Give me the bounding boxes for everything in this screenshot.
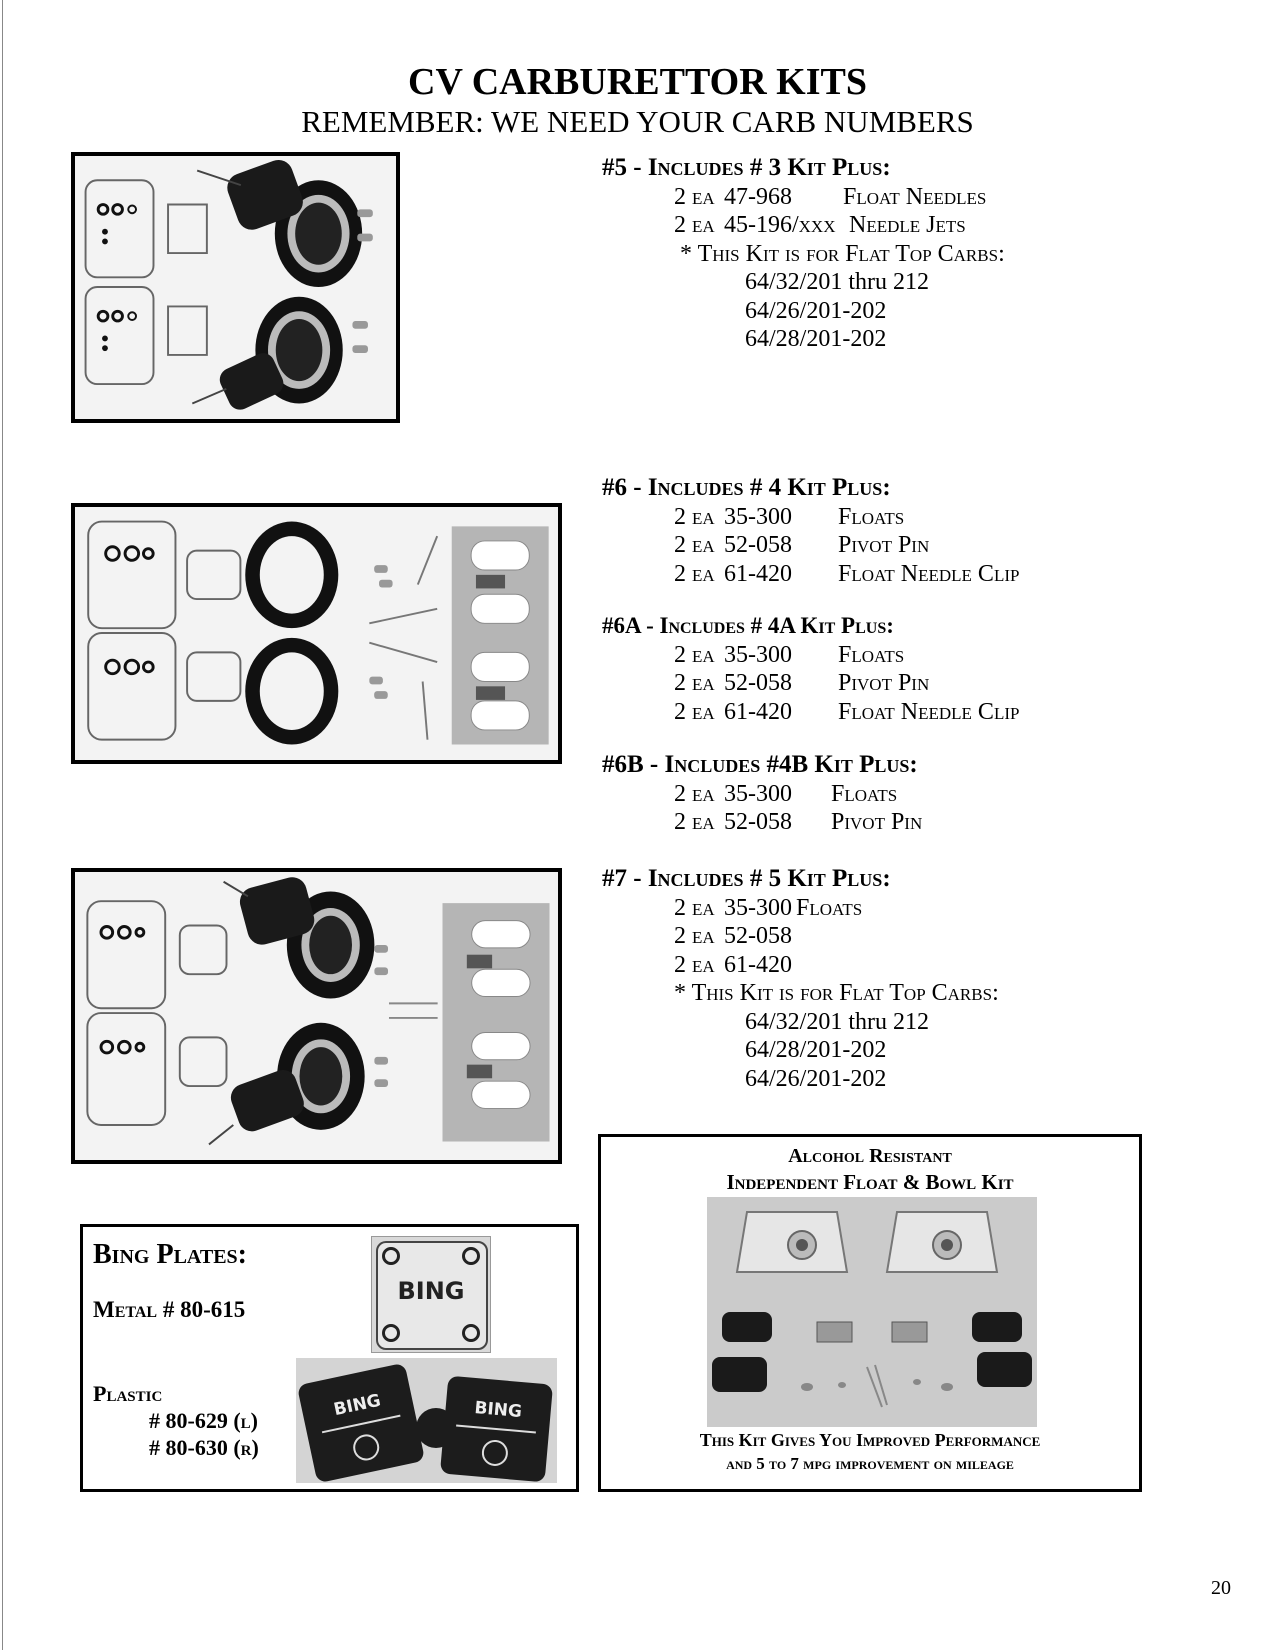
page-edge — [2, 0, 3, 1650]
item-desc: Needle Jets — [849, 212, 966, 238]
item-part: 61-420 — [724, 560, 792, 587]
item-part: 35-300 — [724, 641, 792, 668]
item-desc: Floats — [838, 503, 905, 530]
page-subtitle: REMEMBER: WE NEED YOUR CARB NUMBERS — [301, 104, 974, 139]
bing-plates-title: Bing Plates: — [93, 1239, 247, 1270]
kit-item-row — [602, 183, 1242, 212]
item-qty: 2 ea — [674, 951, 715, 978]
bing-plate-logo-text: BING — [331, 1390, 383, 1421]
item-part: 35-300 — [724, 780, 792, 807]
kit-item-row — [602, 211, 1242, 240]
bing-plates-box — [80, 1224, 579, 1492]
item-desc: Pivot Pin — [838, 532, 930, 558]
item-part: 35-300 — [724, 503, 792, 530]
item-desc: Floats — [796, 894, 863, 921]
item-part: 52-058 — [724, 532, 792, 558]
kit-7-photo — [71, 868, 562, 1164]
item-qty: 2 ea — [674, 670, 715, 696]
item-part: 61-420 — [724, 951, 792, 978]
carb-number: 64/32/201 thru 212 — [745, 1008, 929, 1035]
alcohol-kit-title-line1: Alcohol Resistant — [788, 1145, 952, 1167]
bing-plate-corner-hole — [462, 1324, 480, 1342]
kit-item-row — [602, 531, 1242, 560]
kit-6b-text — [602, 751, 1242, 837]
kit-5-note: * This Kit is for Flat Top Carbs: — [680, 240, 1005, 267]
item-desc: Pivot Pin — [838, 670, 930, 696]
bing-plate-corner-hole — [462, 1247, 480, 1265]
item-part: 52-058 — [724, 809, 792, 835]
bing-plate-logo-text: BING — [473, 1398, 523, 1423]
item-qty: 2 ea — [674, 894, 715, 921]
item-qty: 2 ea — [674, 183, 715, 210]
item-part: 52-058 — [724, 670, 792, 696]
kit-5-heading: #5 - Includes # 3 Kit Plus: — [602, 154, 891, 181]
kit-5-photo — [71, 152, 400, 423]
page-title: CV CARBURETTOR KITS — [408, 61, 867, 103]
item-desc: Float Needle Clip — [838, 560, 1020, 587]
item-part: 52-058 — [724, 923, 792, 949]
bing-metal-plate-image — [371, 1236, 491, 1353]
item-desc: Float Needle Clip — [838, 698, 1020, 725]
kit-item-row — [602, 698, 1242, 727]
item-part: 35-300 — [724, 894, 792, 921]
kit-6b-heading: #6B - Includes #4B Kit Plus: — [602, 751, 918, 778]
alcohol-kit-title-line2: Independent Float & Bowl Kit — [726, 1170, 1014, 1194]
kit-item-row — [602, 951, 1242, 980]
item-qty: 2 ea — [674, 503, 715, 530]
kit-6-heading: #6 - Includes # 4 Kit Plus: — [602, 474, 891, 501]
item-part: 45-196/xxx — [724, 212, 836, 238]
carb-number: 64/28/201-202 — [745, 326, 887, 352]
item-desc: Pivot Pin — [831, 809, 923, 835]
carb-number: 64/28/201-202 — [745, 1037, 887, 1063]
kit-item-row — [602, 894, 1242, 923]
page-number: 20 — [1211, 1577, 1231, 1599]
kit-6-photo — [71, 503, 562, 764]
kit-item-row — [602, 808, 1242, 837]
kit-6a-heading: #6A - Includes # 4A Kit Plus: — [602, 613, 894, 638]
item-qty: 2 ea — [674, 809, 715, 835]
carb-number: 64/26/201-202 — [745, 297, 887, 324]
kit-7-heading: #7 - Includes # 5 Kit Plus: — [602, 865, 891, 892]
alcohol-kit-photo — [707, 1197, 1037, 1427]
item-qty: 2 ea — [674, 212, 715, 238]
bing-plastic-plates-image — [296, 1358, 557, 1483]
item-part: 47-968 — [724, 183, 792, 210]
item-qty: 2 ea — [674, 780, 715, 807]
item-desc: Float Needles — [843, 183, 987, 210]
kit-item-row — [602, 669, 1242, 698]
item-qty: 2 ea — [674, 923, 715, 949]
item-qty: 2 ea — [674, 698, 715, 725]
kit-item-row — [602, 922, 1242, 951]
bing-plastic-left-part: # 80-629 (l) — [149, 1408, 258, 1433]
item-qty: 2 ea — [674, 560, 715, 587]
kit-item-row — [602, 560, 1242, 589]
kit-6a-text — [602, 612, 1242, 726]
item-qty: 2 ea — [674, 641, 715, 668]
kit-item-row — [602, 780, 1242, 809]
kit-5-text — [602, 154, 1242, 354]
bing-plastic-label: Plastic — [93, 1381, 163, 1406]
kit-item-row — [602, 641, 1242, 670]
alcohol-kit-footer-line2: and 5 to 7 mpg improvement on mileage — [726, 1454, 1014, 1473]
carb-number: 64/32/201 thru 212 — [745, 269, 929, 295]
alcohol-kit-footer-line1: This Kit Gives You Improved Performance — [699, 1430, 1041, 1450]
bing-plate-logo-text: BING — [397, 1277, 465, 1305]
item-desc: Floats — [838, 641, 905, 668]
bing-metal-part: Metal # 80-615 — [93, 1297, 246, 1322]
item-desc: Floats — [831, 780, 898, 807]
carb-number: 64/26/201-202 — [745, 1065, 887, 1092]
bing-plastic-right-part: # 80-630 (r) — [149, 1435, 259, 1460]
kit-7-text — [602, 865, 1242, 1093]
kit-7-note: * This Kit is for Flat Top Carbs: — [674, 980, 999, 1006]
bing-plate-corner-hole — [382, 1324, 400, 1342]
alcohol-kit-box — [598, 1134, 1142, 1492]
item-part: 61-420 — [724, 698, 792, 725]
item-qty: 2 ea — [674, 532, 715, 558]
kit-6-text — [602, 474, 1242, 588]
kit-item-row — [602, 503, 1242, 532]
bing-plate-corner-hole — [382, 1247, 400, 1265]
